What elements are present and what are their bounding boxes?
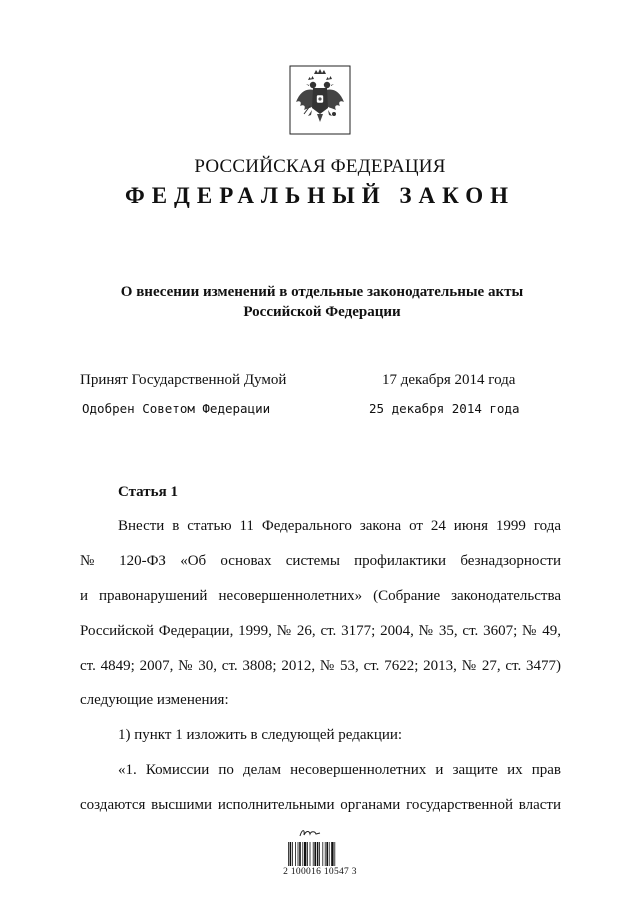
- council-approval-label: Одобрен Советом Федерации: [82, 401, 271, 416]
- council-approval-date: 25 декабря 2014 года: [369, 401, 520, 416]
- barcode-bar: [295, 842, 296, 866]
- law-title-line: О внесении изменений в отдельные законодательные акты: [120, 284, 524, 300]
- barcode-bar: [314, 842, 316, 866]
- barcode-bar: [298, 842, 299, 866]
- barcode-bar: [304, 842, 306, 866]
- barcode-bar: [317, 842, 319, 866]
- barcode-bar: [302, 842, 303, 866]
- barcode-bar: [299, 842, 301, 866]
- article-heading: Статья 1: [118, 484, 178, 500]
- article-line: ст. 4849; 2007, № 30, ст. 3808; 2012, № 53, ст. 7622; 2013, № 27, ст. 3477): [80, 658, 561, 674]
- barcode-bar: [326, 842, 328, 866]
- barcode-number: 2 100016 10547 3: [283, 867, 357, 877]
- handwritten-mark-icon: [297, 826, 323, 840]
- document-type: ФЕДЕРАЛЬНЫЙ ЗАКОН: [124, 183, 516, 208]
- barcode-bar: [310, 842, 311, 866]
- duma-adoption-date: 17 декабря 2014 года: [382, 372, 516, 388]
- russian-coat-of-arms-icon: [288, 64, 352, 136]
- barcode-bar: [322, 842, 323, 866]
- country-name: РОССИЙСКАЯ ФЕДЕРАЦИЯ: [194, 156, 446, 177]
- article-line: следующие изменения:: [80, 692, 229, 708]
- barcode-bar: [290, 842, 292, 866]
- barcode-bar: [292, 842, 293, 866]
- barcode-bar: [325, 842, 326, 866]
- law-title: [80, 282, 564, 322]
- article-line: 1) пункт 1 изложить в следующей редакции:: [118, 727, 403, 743]
- duma-adoption-label: Принят Государственной Думой: [80, 372, 287, 388]
- barcode-bar: [307, 842, 308, 866]
- barcode-bar: [334, 842, 335, 866]
- law-title-line: Российской Федерации: [243, 304, 401, 320]
- article-line: создаются высшими исполнительными органами государственной власти: [80, 797, 561, 813]
- article-line: № 120-ФЗ «Об основах системы профилактики безнадзорности: [80, 553, 561, 569]
- barcode-icon: [287, 842, 353, 866]
- barcode-bar: [319, 842, 320, 866]
- article-line: Внести в статью 11 Федерального закона от 24 июня 1999 года: [118, 518, 561, 534]
- barcode-bar: [329, 842, 330, 866]
- article-line: и правонарушений несовершеннолетних» (Собрание законодательства: [80, 588, 561, 604]
- barcode-bar: [313, 842, 314, 866]
- barcode-bar: [331, 842, 333, 866]
- article-line: Российской Федерации, 1999, № 26, ст. 3177; 2004, № 35, ст. 3607; № 49,: [80, 623, 561, 639]
- barcode-bar: [288, 842, 289, 866]
- article-line: «1. Комиссии по делам несовершеннолетних и защите их прав: [118, 762, 561, 778]
